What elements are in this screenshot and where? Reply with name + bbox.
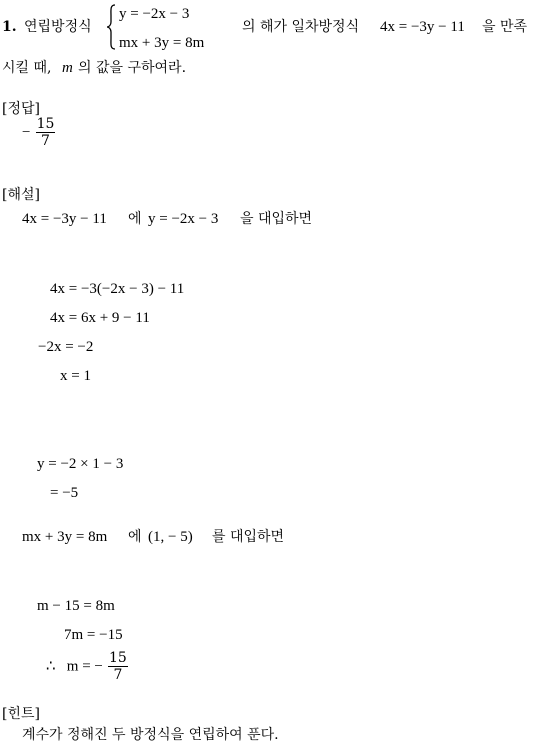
problem-mid-text: 의 해가 일차방정식 — [242, 19, 360, 35]
solution-step2-end: 를 대입하면 — [212, 529, 285, 545]
problem-line2-text: 시킬 때, — [2, 60, 52, 76]
solution-step1-end: 을 대입하면 — [240, 211, 313, 227]
solution-label: [해설] — [2, 187, 40, 203]
solution-step1-equation: 4x = −3y − 11 — [22, 211, 107, 227]
answer-value — [22, 116, 55, 149]
calc3-line: 7m = −15 — [64, 627, 123, 643]
solution-step2-equation: mx + 3y = 8m — [22, 529, 108, 545]
solution-step2-mid: 에 — [128, 529, 142, 545]
final-numerator: 15 — [108, 650, 127, 666]
calc2-line: y = −2 × 1 − 3 — [37, 456, 124, 472]
final-prefix: ∴ m = − — [46, 658, 103, 675]
problem-tail-text: 을 만족 — [482, 19, 528, 35]
problem-line2-end: 의 값을 구하여라. — [78, 60, 187, 76]
answer-numerator: 15 — [36, 116, 55, 132]
system-equation-2: mx + 3y = 8m — [119, 35, 205, 51]
answer-denominator: 7 — [41, 133, 50, 149]
final-result — [46, 650, 128, 683]
problem-intro: 연립방정식 — [24, 19, 92, 35]
system-equation-1: y = −2x − 3 — [119, 6, 190, 22]
final-fraction — [108, 650, 128, 683]
calc2-line: = −5 — [50, 485, 79, 501]
system-brace — [106, 4, 116, 50]
calc1-line: 4x = −3(−2x − 3) − 11 — [50, 281, 185, 297]
solution-step1-mid: 에 — [128, 211, 142, 227]
hint-label: [힌트] — [2, 706, 40, 722]
variable-m: m — [62, 60, 73, 76]
calc1-line: x = 1 — [60, 368, 91, 384]
solution-step2-point: (1, − 5) — [148, 529, 193, 545]
calc3-line: m − 15 = 8m — [37, 598, 115, 614]
answer-label: [정답] — [2, 101, 40, 117]
answer-sign: − — [22, 124, 31, 141]
solution-step1-substitution: y = −2x − 3 — [148, 211, 219, 227]
problem-number: 1. — [2, 19, 17, 35]
final-denominator: 7 — [113, 667, 123, 683]
answer-fraction — [36, 116, 56, 149]
calc1-line: 4x = 6x + 9 − 11 — [50, 310, 150, 326]
hint-text: 계수가 정해진 두 방정식을 연립하여 푼다. — [22, 727, 279, 743]
calc1-line: −2x = −2 — [38, 339, 94, 355]
linear-equation: 4x = −3y − 11 — [380, 19, 465, 35]
